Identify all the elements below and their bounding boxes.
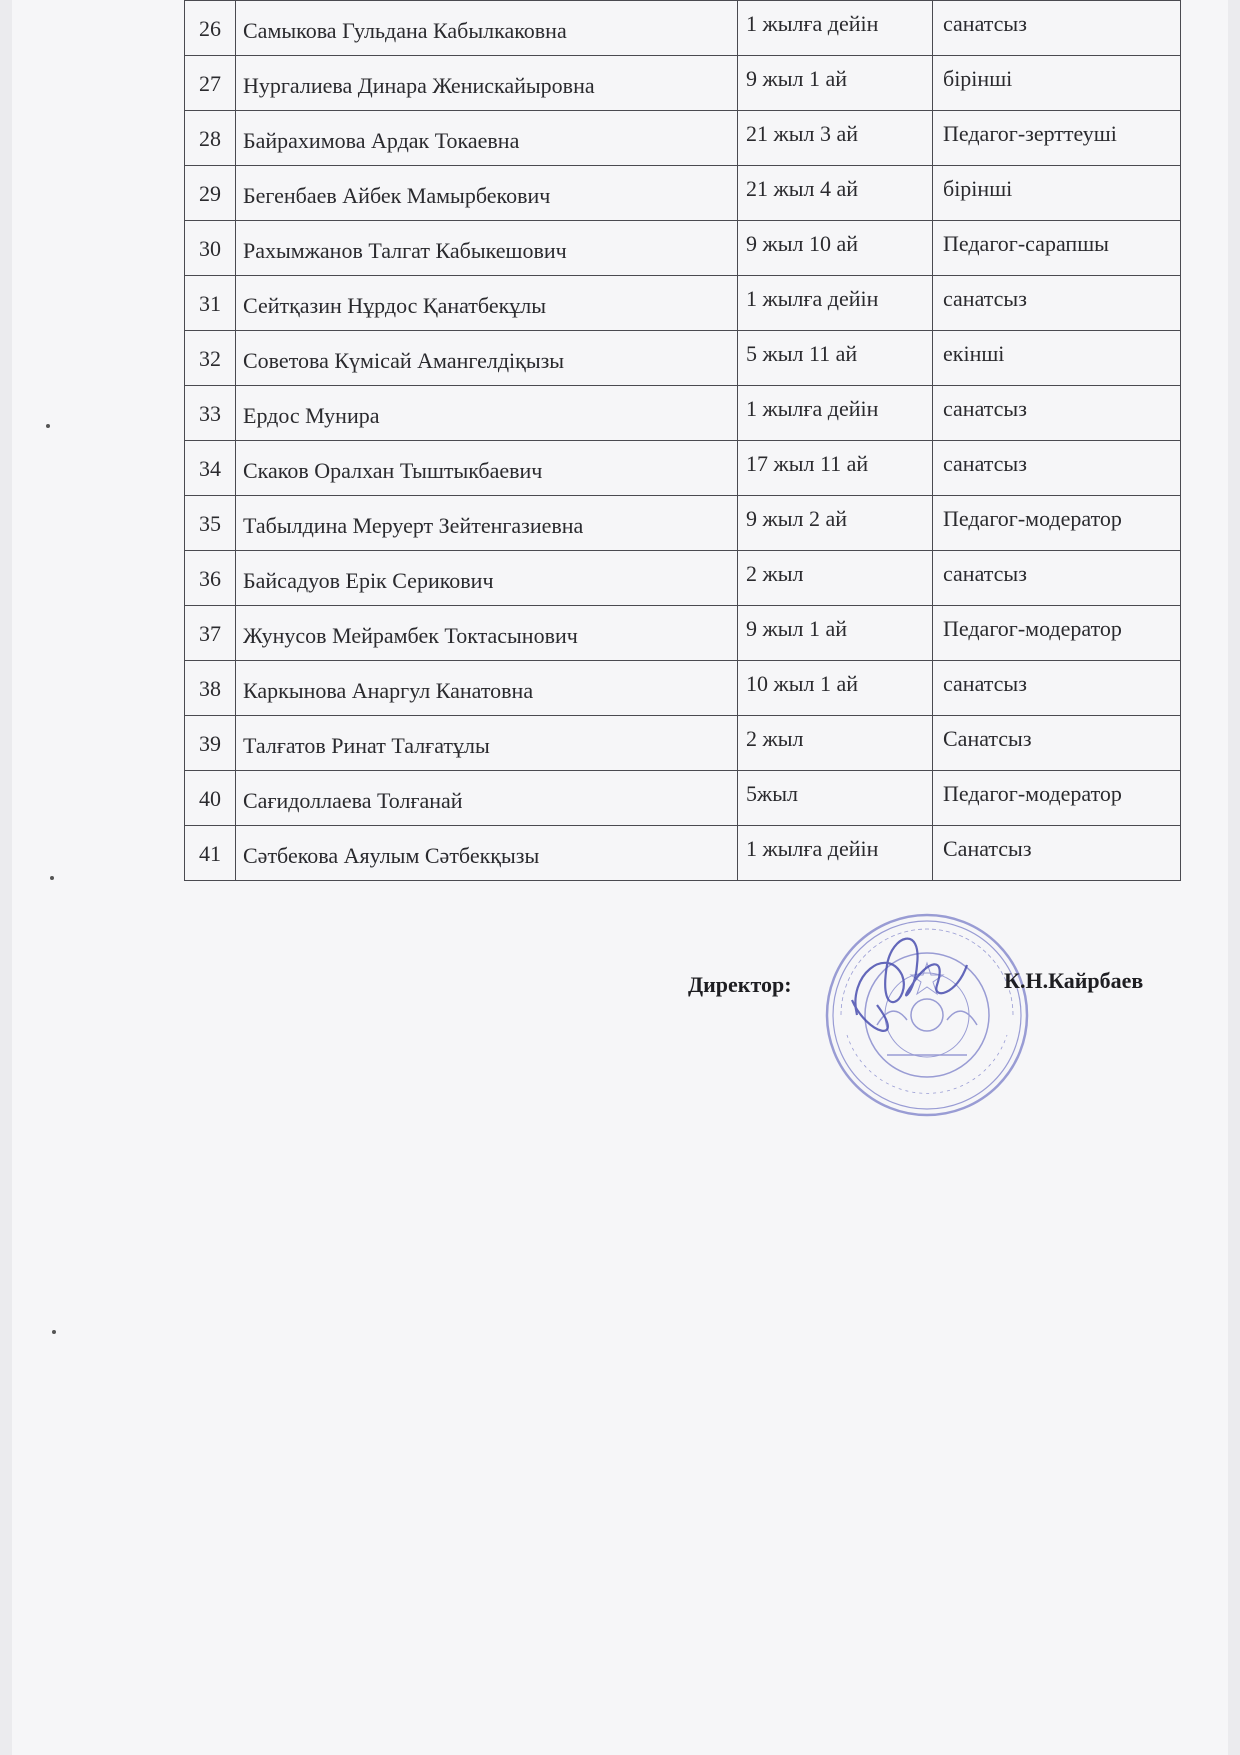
table-row <box>185 716 1181 771</box>
row-number-cell <box>185 166 236 221</box>
qualification-category: санатсыз <box>943 451 1027 476</box>
qualification-category-cell <box>933 771 1181 826</box>
teacher-name: Ердос Мунира <box>243 403 380 428</box>
work-experience: 9 жыл 2 ай <box>746 506 847 531</box>
teacher-name-cell <box>236 771 738 826</box>
qualification-category-cell <box>933 386 1181 441</box>
table-row <box>185 276 1181 331</box>
row-number: 37 <box>199 621 221 646</box>
work-experience-cell <box>738 441 933 496</box>
qualification-category: санатсыз <box>943 11 1027 36</box>
table-row <box>185 386 1181 441</box>
row-number-cell <box>185 276 236 331</box>
qualification-category-cell <box>933 1 1181 56</box>
scan-speck <box>52 1330 56 1334</box>
teacher-name: Байсадуов Ерік Серикович <box>243 568 494 593</box>
table-row <box>185 496 1181 551</box>
scan-speck <box>50 876 54 880</box>
qualification-category: санатсыз <box>943 671 1027 696</box>
table-row <box>185 111 1181 166</box>
work-experience-cell <box>738 221 933 276</box>
row-number-cell <box>185 386 236 441</box>
qualification-category-cell <box>933 826 1181 881</box>
qualification-category: санатсыз <box>943 396 1027 421</box>
teacher-name: Рахымжанов Талгат Кабыкешович <box>243 238 567 263</box>
qualification-category: санатсыз <box>943 561 1027 586</box>
work-experience-cell <box>738 716 933 771</box>
work-experience: 2 жыл <box>746 561 804 586</box>
staff-table <box>184 0 1181 881</box>
document-page <box>12 0 1228 1755</box>
teacher-name-cell <box>236 716 738 771</box>
teacher-name-cell <box>236 221 738 276</box>
qualification-category-cell <box>933 441 1181 496</box>
qualification-category: Санатсыз <box>943 726 1032 751</box>
qualification-category-cell <box>933 661 1181 716</box>
table-row <box>185 166 1181 221</box>
table-row <box>185 441 1181 496</box>
work-experience-cell <box>738 1 933 56</box>
table-row <box>185 606 1181 661</box>
work-experience-cell <box>738 551 933 606</box>
work-experience: 17 жыл 11 ай <box>746 451 869 476</box>
qualification-category-cell <box>933 496 1181 551</box>
teacher-name-cell <box>236 496 738 551</box>
work-experience: 1 жылға дейін <box>746 836 879 861</box>
work-experience: 9 жыл 1 ай <box>746 66 847 91</box>
work-experience-cell <box>738 386 933 441</box>
scan-speck <box>46 424 50 428</box>
work-experience-cell <box>738 496 933 551</box>
qualification-category-cell <box>933 56 1181 111</box>
row-number-cell <box>185 441 236 496</box>
work-experience: 21 жыл 3 ай <box>746 121 858 146</box>
work-experience: 10 жыл 1 ай <box>746 671 858 696</box>
work-experience-cell <box>738 331 933 386</box>
work-experience-cell <box>738 56 933 111</box>
row-number: 27 <box>199 71 221 96</box>
row-number: 28 <box>199 126 221 151</box>
qualification-category: Педагог-сарапшы <box>943 231 1109 256</box>
work-experience: 1 жылға дейін <box>746 11 879 36</box>
work-experience-cell <box>738 661 933 716</box>
qualification-category: екінші <box>943 341 1005 366</box>
teacher-name: Бегенбаев Айбек Мамырбекович <box>243 183 551 208</box>
teacher-name-cell <box>236 276 738 331</box>
teacher-name-cell <box>236 551 738 606</box>
row-number-cell <box>185 716 236 771</box>
teacher-name: Нургалиева Динара Женискайыровна <box>243 73 595 98</box>
qualification-category: Педагог-модератор <box>943 616 1122 641</box>
row-number: 40 <box>199 786 221 811</box>
row-number: 30 <box>199 236 221 261</box>
teacher-name: Самыкова Гульдана Кабылкаковна <box>243 18 567 43</box>
table-row <box>185 56 1181 111</box>
table-row <box>185 826 1181 881</box>
teacher-name-cell <box>236 661 738 716</box>
teacher-name-cell <box>236 1 738 56</box>
teacher-name: Сәтбекова Аяулым Сәтбекқызы <box>243 843 540 868</box>
row-number: 33 <box>199 401 221 426</box>
table-row <box>185 331 1181 386</box>
work-experience-cell <box>738 826 933 881</box>
row-number-cell <box>185 826 236 881</box>
row-number-cell <box>185 606 236 661</box>
row-number: 36 <box>199 566 221 591</box>
work-experience-cell <box>738 111 933 166</box>
row-number-cell <box>185 496 236 551</box>
teacher-name: Советова Күмісай Амангелдіқызы <box>243 348 565 373</box>
qualification-category: бірінші <box>943 66 1013 91</box>
table-row <box>185 551 1181 606</box>
qualification-category: бірінші <box>943 176 1013 201</box>
work-experience-cell <box>738 166 933 221</box>
teacher-name-cell <box>236 386 738 441</box>
row-number: 31 <box>199 291 221 316</box>
director-name: К.Н.Кайрбаев <box>1004 968 1144 993</box>
table-row <box>185 221 1181 276</box>
row-number: 26 <box>199 16 221 41</box>
teacher-name-cell <box>236 331 738 386</box>
teacher-name-cell <box>236 56 738 111</box>
qualification-category: санатсыз <box>943 286 1027 311</box>
teacher-name: Талғатов Ринат Талғатұлы <box>243 733 490 758</box>
work-experience: 1 жылға дейін <box>746 396 879 421</box>
row-number-cell <box>185 1 236 56</box>
work-experience: 5жыл <box>746 781 798 806</box>
teacher-name: Табылдина Меруерт Зейтенгазиевна <box>243 513 584 538</box>
row-number-cell <box>185 221 236 276</box>
teacher-name: Сейтқазин Нұрдос Қанатбекұлы <box>243 293 547 318</box>
table-row <box>185 1 1181 56</box>
table-row <box>185 771 1181 826</box>
director-label: Директор: <box>688 972 792 997</box>
qualification-category: Педагог-модератор <box>943 506 1122 531</box>
row-number: 35 <box>199 511 221 536</box>
qualification-category-cell <box>933 716 1181 771</box>
qualification-category: Санатсыз <box>943 836 1032 861</box>
teacher-name: Байрахимова Ардак Токаевна <box>243 128 520 153</box>
row-number: 34 <box>199 456 221 481</box>
row-number: 39 <box>199 731 221 756</box>
qualification-category-cell <box>933 111 1181 166</box>
work-experience: 1 жылға дейін <box>746 286 879 311</box>
teacher-name: Жунусов Мейрамбек Токтасынович <box>243 623 578 648</box>
official-stamp-icon <box>817 905 1037 1125</box>
qualification-category: Педагог-зерттеуші <box>943 121 1117 146</box>
work-experience-cell <box>738 276 933 331</box>
work-experience-cell <box>738 606 933 661</box>
teacher-name-cell <box>236 111 738 166</box>
work-experience: 9 жыл 10 ай <box>746 231 858 256</box>
row-number-cell <box>185 551 236 606</box>
qualification-category-cell <box>933 276 1181 331</box>
row-number: 29 <box>199 181 221 206</box>
qualification-category-cell <box>933 221 1181 276</box>
row-number-cell <box>185 661 236 716</box>
row-number-cell <box>185 56 236 111</box>
qualification-category-cell <box>933 551 1181 606</box>
qualification-category-cell <box>933 166 1181 221</box>
qualification-category: Педагог-модератор <box>943 781 1122 806</box>
qualification-category-cell <box>933 606 1181 661</box>
work-experience: 21 жыл 4 ай <box>746 176 858 201</box>
row-number: 41 <box>199 841 221 866</box>
teacher-name-cell <box>236 441 738 496</box>
teacher-name: Каркынова Анаргул Канатовна <box>243 678 534 703</box>
qualification-category-cell <box>933 331 1181 386</box>
work-experience-cell <box>738 771 933 826</box>
teacher-name-cell <box>236 826 738 881</box>
teacher-name: Сағидоллаева Толғанай <box>243 788 463 813</box>
teacher-name-cell <box>236 166 738 221</box>
row-number-cell <box>185 771 236 826</box>
row-number: 38 <box>199 676 221 701</box>
teacher-name: Скаков Оралхан Тыштыкбаевич <box>243 458 543 483</box>
work-experience: 2 жыл <box>746 726 804 751</box>
work-experience: 9 жыл 1 ай <box>746 616 847 641</box>
table-row <box>185 661 1181 716</box>
row-number: 32 <box>199 346 221 371</box>
staff-table-body <box>185 1 1181 881</box>
work-experience: 5 жыл 11 ай <box>746 341 858 366</box>
row-number-cell <box>185 111 236 166</box>
row-number-cell <box>185 331 236 386</box>
teacher-name-cell <box>236 606 738 661</box>
